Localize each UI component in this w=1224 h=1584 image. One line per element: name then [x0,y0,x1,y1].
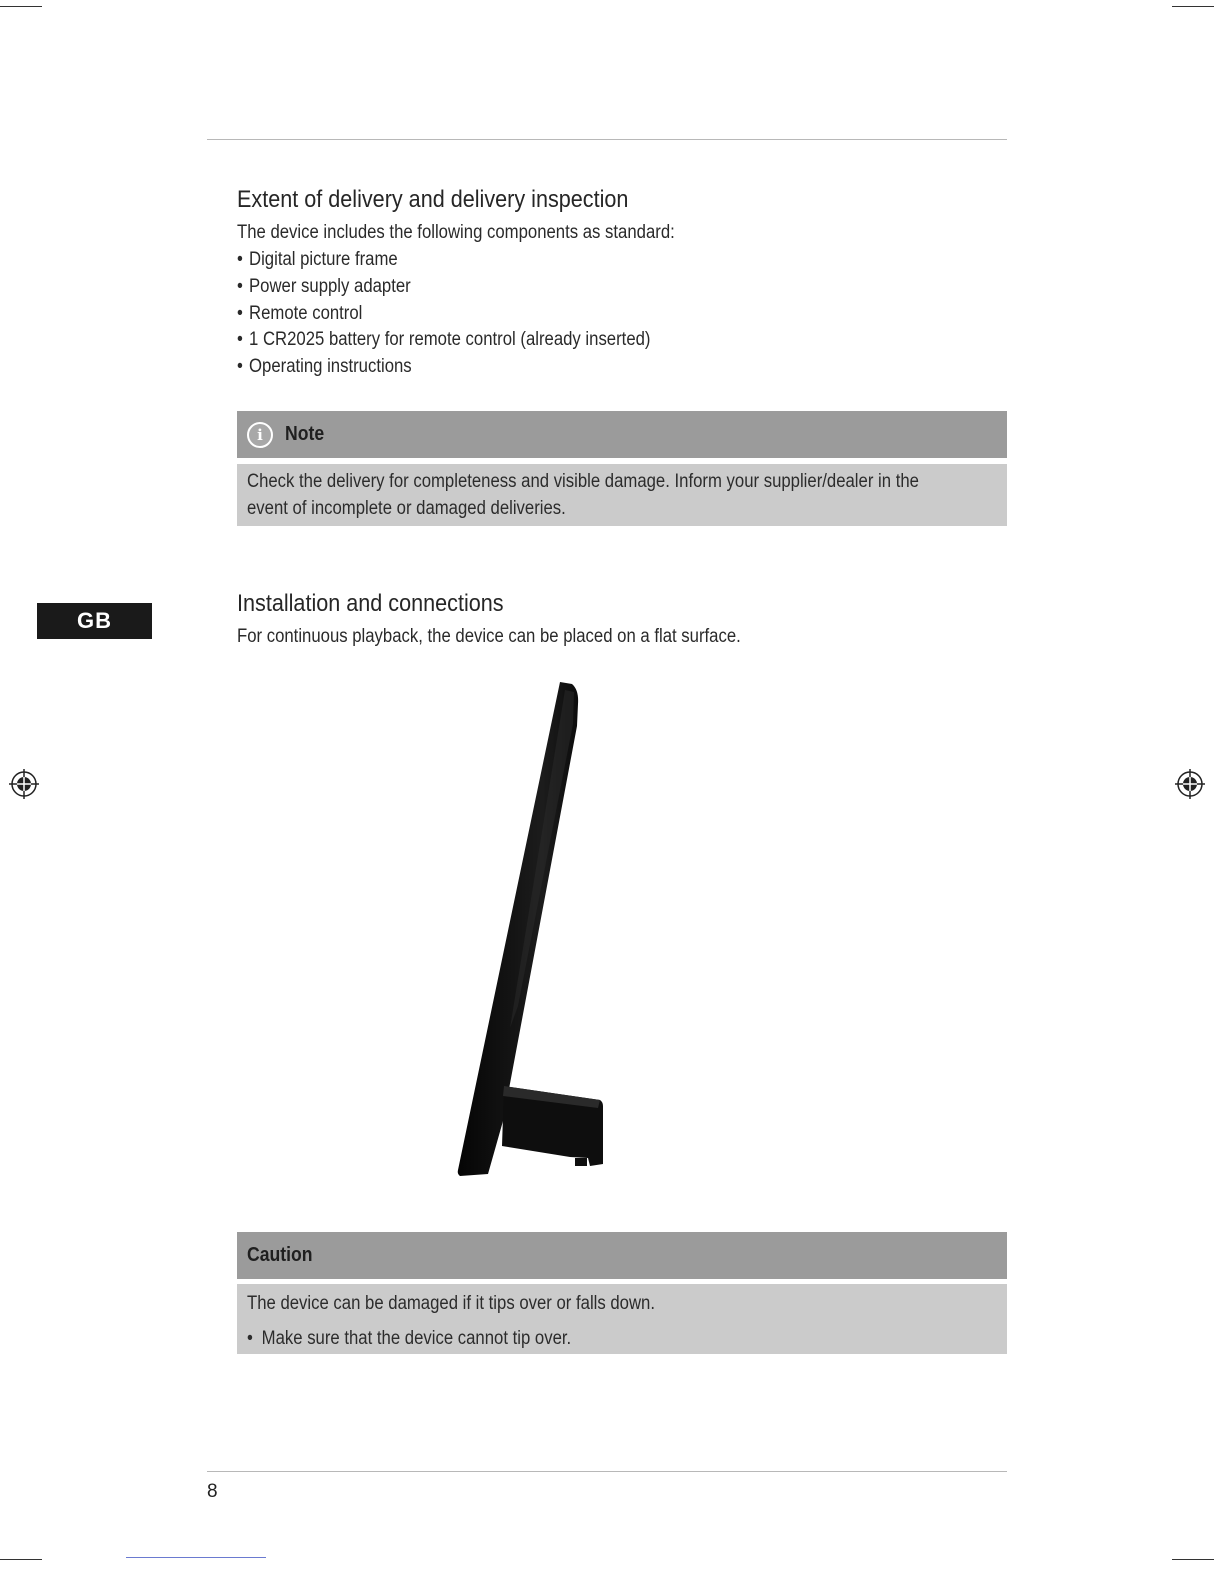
list-item: • Operating instructions [237,354,650,381]
section-intro-delivery: The device includes the following components as standard: [237,222,675,243]
note-box [237,411,1007,526]
caution-text: The device can be damaged if it tips over or falls down. [247,1293,656,1314]
caution-header [237,1232,1007,1279]
section-heading-delivery: Extent of delivery and delivery inspection [237,186,629,213]
footer-rule [207,1471,1007,1472]
note-text-line: event of incomplete or damaged deliveries. [247,498,566,519]
info-icon: i [247,422,273,448]
picture-frame-side-view [440,676,640,1181]
note-header [237,411,1007,458]
note-text-line: Check the delivery for completeness and visible damage. Inform your supplier/dealer in the [247,471,919,492]
crop-mark [1172,6,1214,7]
section-heading-installation: Installation and connections [237,590,504,617]
section-intro-installation: For continuous playback, the device can be placed on a flat surface. [237,626,741,647]
caution-title: Caution [247,1244,313,1266]
crop-mark [0,1559,42,1560]
footer-link-line [126,1557,266,1558]
list-item: • Power supply adapter [237,274,650,301]
caution-box [237,1232,1007,1354]
note-body [237,464,1007,526]
caution-body [237,1284,1007,1354]
registration-mark-icon [8,768,40,800]
list-item: • Remote control [237,301,650,328]
registration-mark-icon [1174,768,1206,800]
header-rule [207,139,1007,140]
crop-mark [1172,1559,1214,1560]
note-title: Note [285,423,325,445]
list-item: • 1 CR2025 battery for remote control (already inserted) [237,327,650,354]
caution-bullet: • Make sure that the device cannot tip over. [247,1328,572,1349]
language-tab: GB [37,603,152,639]
page-number: 8 [207,1481,218,1502]
list-item: • Digital picture frame [237,247,650,274]
delivery-list [237,247,707,381]
crop-mark [0,6,42,7]
